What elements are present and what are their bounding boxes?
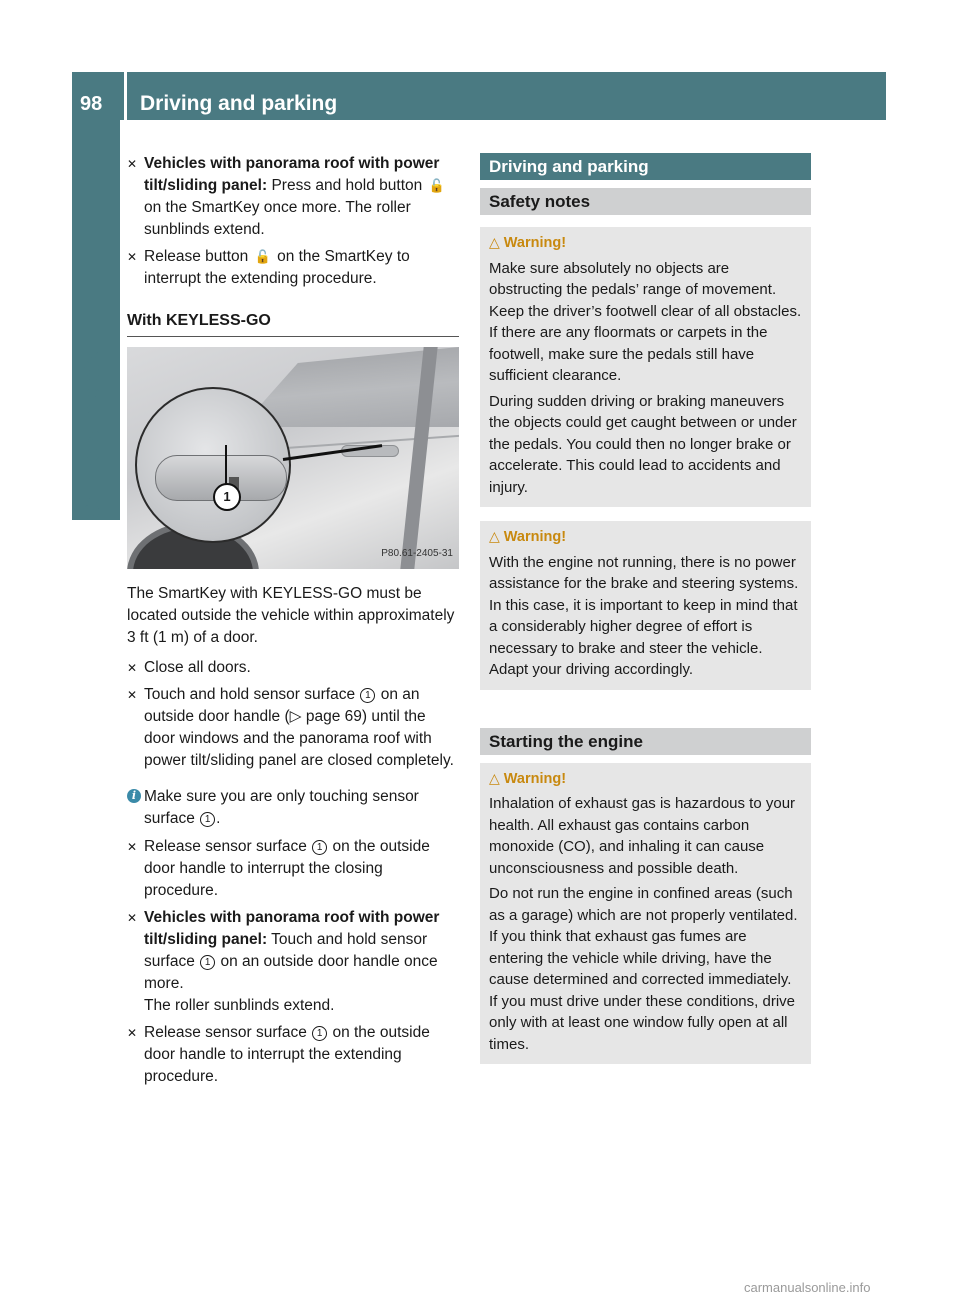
- step-text: on the SmartKey once more. The roller sunblinds extend.: [144, 199, 411, 238]
- step-lead: Vehicles with panorama roof with power tilt/sliding panel:: [144, 155, 440, 194]
- step-release-extending: [127, 1022, 459, 1088]
- warning-heading: [489, 232, 803, 255]
- sensor-number-icon: 1: [200, 812, 215, 827]
- step-lead: Vehicles with panorama roof with power tilt/sliding panel:: [144, 909, 440, 948]
- warning-heading: [489, 768, 803, 791]
- page-reference-link[interactable]: ▷ page 69: [289, 708, 362, 725]
- warning-box: [480, 521, 811, 690]
- figure-code: P80.61-2405-31: [381, 548, 453, 559]
- step-text: on the outside door handle to interrupt the closing procedure.: [144, 838, 430, 899]
- step-text: on an outside door handle once more.: [144, 953, 438, 992]
- warning-box: [480, 763, 811, 1065]
- callout-line: [225, 445, 227, 485]
- left-column: [127, 153, 459, 1093]
- warning-text: Inhalation of exhaust gas is hazardous to your health. All exhaust gas contains carbon monoxide (CO), and inhaling it can cause unconsciousness and possible death.: [489, 795, 796, 877]
- step-touch-sensor: [127, 684, 459, 772]
- step-text: Release sensor surface: [144, 838, 312, 855]
- door-handle-illustration: [127, 347, 459, 569]
- section-title: Driving and parking: [480, 153, 811, 180]
- step-text: on an outside door handle (: [144, 686, 420, 725]
- step-roof-sunblinds: [127, 153, 459, 241]
- sensor-number-icon: 1: [312, 840, 327, 855]
- warning-text: Do not run the engine in confined areas (such as a garage) which are not properly ventilated. If you think that exhaust gas fumes are entering the vehicle while driving, have the cause determined and corrected immediately. If you must drive under these conditions, drive only with at least one window fully open at all times.: [489, 885, 798, 1053]
- warning-heading: [489, 526, 803, 549]
- sensor-number-icon: 1: [312, 1026, 327, 1041]
- unlock-icon: 🔓: [428, 178, 445, 193]
- safety-notes-title: Safety notes: [480, 188, 811, 215]
- info-note: [127, 786, 459, 830]
- step-text: Touch and hold sensor surface: [144, 686, 360, 703]
- info-text: Make sure you are only touching sensor surface: [144, 788, 419, 827]
- chapter-tab-label: Controls in detail: [79, 340, 104, 520]
- callout-marker: 1: [213, 483, 241, 511]
- step-text: on the outside door handle to interrupt the extending procedure.: [144, 1024, 430, 1085]
- step-text: Release button: [144, 248, 253, 265]
- warning-label: Warning!: [503, 770, 567, 787]
- warning-label: Warning!: [503, 235, 567, 251]
- magnifier-lens: [135, 387, 291, 543]
- unlock-icon: 🔓: [254, 249, 271, 264]
- sensor-number-icon: 1: [200, 955, 215, 970]
- warning-text: Make sure absolutely no objects are obstructing the pedals’ range of movement. Keep the driver’s footwell clear of all obstacles. If there are any floormats or carpets in the footwell, make sure the pedals still have sufficient clearance.: [489, 259, 802, 384]
- footer-watermark: carmanualsonline.info: [744, 1280, 871, 1295]
- right-column: [480, 153, 811, 1064]
- step-text: Press and hold button: [267, 177, 427, 194]
- step-close-doors: [127, 657, 459, 679]
- keyless-intro: The SmartKey with KEYLESS-GO must be located outside the vehicle within approximately 3 ft (1 m) of a door.: [127, 585, 455, 646]
- warning-text: During sudden driving or braking maneuvers the objects could get caught between or under the pedals. You could then no longer brake or accelerate. This could lead to accidents and injury.: [489, 392, 797, 496]
- starting-engine-title: Starting the engine: [480, 728, 811, 755]
- step-roof-keyless: [127, 907, 459, 1017]
- step-text: The roller sunblinds extend.: [144, 997, 335, 1014]
- keyless-go-heading: With KEYLESS-GO: [127, 310, 459, 337]
- warning-label: Warning!: [503, 529, 567, 545]
- page-title: Driving and parking: [140, 92, 338, 115]
- warning-box: [480, 227, 811, 507]
- step-text: Close all doors.: [144, 659, 251, 676]
- info-text: .: [216, 810, 221, 827]
- page-number: 98: [80, 93, 103, 115]
- warning-triangle-icon: △: [489, 234, 500, 250]
- header-divider: [124, 72, 127, 120]
- step-text: Touch and hold sensor surface: [144, 931, 428, 970]
- warning-text: With the engine not running, there is no power assistance for the brake and steering systems. In this case, it is important to keep in mind that a considerably higher degree of effort is necessary to brake and steer the vehicle. Adapt your driving accordingly.: [489, 553, 799, 678]
- step-release-button: [127, 246, 459, 290]
- warning-triangle-icon: △: [489, 528, 500, 544]
- warning-triangle-icon: △: [489, 769, 500, 786]
- step-release-closing: [127, 836, 459, 902]
- step-text: on the SmartKey to interrupt the extending procedure.: [144, 248, 410, 287]
- step-text: Release sensor surface: [144, 1024, 312, 1041]
- sensor-number-icon: 1: [360, 688, 375, 703]
- step-text: ) until the door windows and the panorama roof with power tilt/sliding panel are closed completely.: [144, 708, 454, 769]
- info-icon: i: [127, 789, 141, 803]
